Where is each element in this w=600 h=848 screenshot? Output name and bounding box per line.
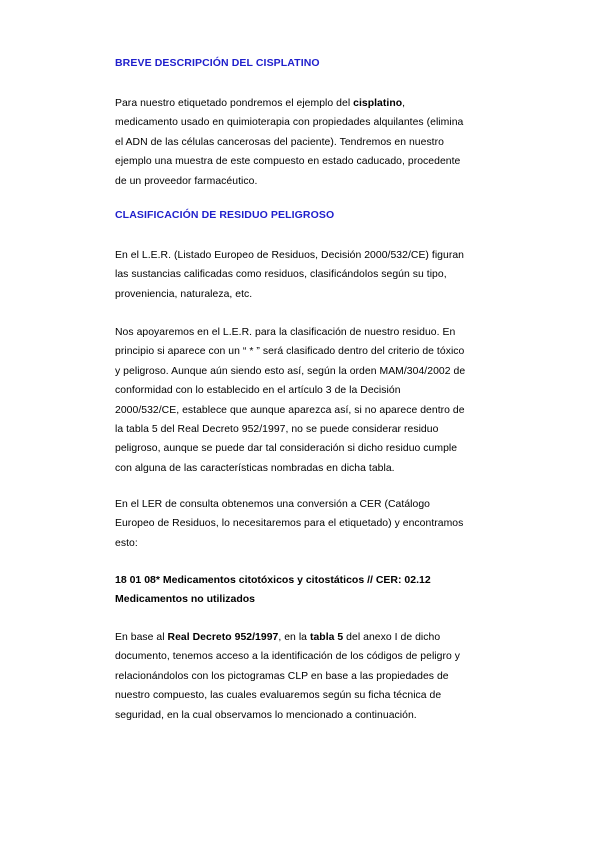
text-line: peligroso, aunque se puede dar tal consideración si dicho residuo cumple bbox=[115, 443, 458, 455]
paragraph-ler-classification bbox=[115, 323, 485, 478]
text-line: Para nuestro etiquetado pondremos el ejemplo del cisplatino, bbox=[115, 98, 406, 109]
paragraph-cer-conversion bbox=[115, 495, 485, 553]
paragraph-real-decreto bbox=[115, 628, 485, 725]
waste-code-entry bbox=[115, 571, 485, 610]
text-line: Europeo de Residuos, lo necesitaremos para el etiquetado) y encontramos bbox=[115, 518, 464, 530]
bold-term-cisplatino: cisplatino bbox=[353, 98, 403, 109]
text-line: nuestro compuesto, las cuales evaluaremos según su ficha técnica de bbox=[115, 690, 442, 702]
text-line: conformidad con lo establecido en el artículo 3 de la Decisión bbox=[115, 385, 401, 397]
text-line: En base al Real Decreto 952/1997, en la tabla 5 del anexo I de dicho bbox=[115, 632, 441, 643]
text-line: medicamento usado en quimioterapia con propiedades alquilantes (elimina bbox=[115, 117, 464, 129]
bold-term-real-decreto: Real Decreto 952/1997 bbox=[167, 632, 279, 643]
text-line: el ADN de las células cancerosas del paciente). Tendremos en nuestro bbox=[115, 136, 444, 148]
paragraph-cisplatino-description bbox=[115, 94, 485, 191]
text-line: y peligroso. Aunque aún siendo esto así, según la orden MAM/304/2002 de bbox=[115, 365, 466, 377]
text-line: esto: bbox=[115, 537, 138, 549]
section-heading-cisplatino: BREVE DESCRIPCIÓN DEL CISPLATINO bbox=[115, 57, 320, 69]
text-line: 2000/532/CE, establece que aunque aparezca así, si no aparece dentro de bbox=[115, 404, 465, 416]
text-line: de un proveedor farmacéutico. bbox=[115, 175, 258, 187]
text-line: la tabla 5 del Real Decreto 952/1997, no se puede considerar residuo bbox=[115, 424, 439, 436]
bold-term-tabla-5: tabla 5 bbox=[309, 632, 344, 643]
text-line: proveniencia, naturaleza, etc. bbox=[115, 288, 253, 300]
text-line: con alguna de las características nombradas en dicha tabla. bbox=[115, 462, 395, 474]
text-line: En el LER de consulta obtenemos una conversión a CER (Catálogo bbox=[115, 499, 431, 510]
text-line: Nos apoyaremos en el L.E.R. para la clasificación de nuestro residuo. En bbox=[115, 327, 456, 338]
text-line: documento, tenemos acceso a la identificación de los códigos de peligro y bbox=[115, 651, 461, 663]
section-heading-clasificacion: CLASIFICACIÓN DE RESIDUO PELIGROSO bbox=[115, 209, 335, 221]
text-line: En el L.E.R. (Listado Europeo de Residuos, Decisión 2000/532/CE) figuran bbox=[115, 250, 465, 261]
waste-code-line: 18 01 08* Medicamentos citotóxicos y citostáticos // CER: 02.12 bbox=[115, 574, 431, 586]
text-line: relacionándolos con los pictogramas CLP en base a las propiedades de bbox=[115, 670, 449, 682]
text-line: las sustancias calificadas como residuos, clasificándolos según su tipo, bbox=[115, 269, 447, 281]
text-line: seguridad, en la cual observamos lo mencionado a continuación. bbox=[115, 709, 417, 721]
waste-code-line: Medicamentos no utilizados bbox=[115, 593, 256, 606]
text-line: ejemplo una muestra de este compuesto en estado caducado, procedente bbox=[115, 156, 461, 168]
text-line: principio si aparece con un “ * ” será clasificado dentro del criterio de tóxico bbox=[115, 346, 465, 358]
paragraph-ler-intro bbox=[115, 246, 485, 304]
